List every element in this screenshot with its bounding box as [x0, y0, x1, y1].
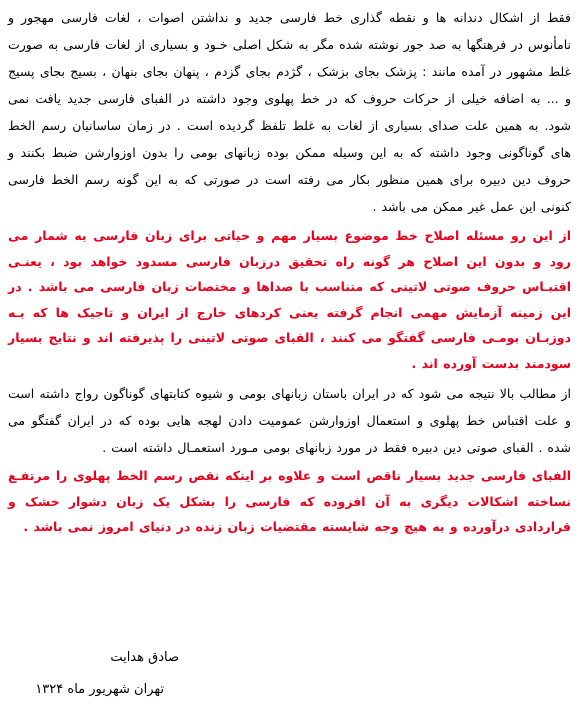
document-date: تهران شهریور ماه ۱۳۲۴ — [35, 682, 164, 697]
paragraph-script-reform: از این رو مسئله اصلاح خط موضوع بسیار مهم و حیاتی برای زبان فارسی به شمار می رود و بدون این اصلاح هر گونه راه تحقیق درزبان فارسی مسدود خواهد بود ، یعنـی اقتبـاس حروف صوتی لاتینی که متناسب با صداها و مختصات زبان فارسی می باشد . در این زمینه آزمایش مهمی انجام گرفته یعنی کردهای خارج از ایران و تاجیک ها که بـه دوزبـان بومـی فارسی گفتگو می کنند ، الفبای صوتی لاتینی را پذیرفته اند و نتایج بسیار سودمند بدست آورده اند . — [8, 228, 571, 371]
author-signature: صادق هدایت — [110, 650, 179, 665]
paragraph-script-history: فقط از اشکال دندانه ها و نقطه گذاری خط فارسی جدید و نداشتن اصوات ، لغات فارسی مهجور و نامأنوس در فرهنگها به صد جور نوشته شده مگر به شکل اصلی خـود و بسیاری از لغات فارسی به صورت غلط مشهور در آمده مانند : پزشک بجای بزشک ، گژدم بجای گزدم ، پنهان بجای بنهان ، بسیج بجای پسیج و ... به اضافه خیلی از حرکات حروف که در خط پهلوی وجود داشته در الفبای فارسی جدید یافت نمی شود. به همین علت صدای بسیاری از لغات به غلط تلفظ گردیده است . در زمان ساسانیان رسم الخط های گوناگونی وجود داشته که به این وسیله ممکن بوده زبانهای بومی را بدون اوزوارشن ضبط بکنند و حروف دین دبیره برای همین منظور بکار می رفته است در صورتی که به این گونه رسم الخط فارسی کنونی این عمل غیر ممکن می باشد . — [8, 10, 571, 214]
paragraph-conclusion: از مطالب بالا نتیجه می شود که در ایران باستان زبانهای بومی و شیوه کتابتهای گوناگون رواج داشته است و علت اقتباس خط پهلوی و استعمال اوزوارشن عمومیت دادن لهجه هایی بوده که در ایران گفتگو می شده . الفبای صوتی دین دبیره فقط در مورد زبانهای بومی مـورد استعمـال داشته است . — [8, 386, 571, 455]
paragraph-alphabet-critique: الفبای فارسی جدید بسیار ناقص است و علاوه بر اینکه نقص رسم الخط پهلوی را مرتفـع نساخته اشکالات دیگری به آن افزوده که فارسی را بشکل یک زبان دشوار خشک و قراردادی درآورده و به هیچ وجه شایسته مقتضیات زبان زنده در دنیای امروز نمی باشد . — [8, 468, 571, 534]
